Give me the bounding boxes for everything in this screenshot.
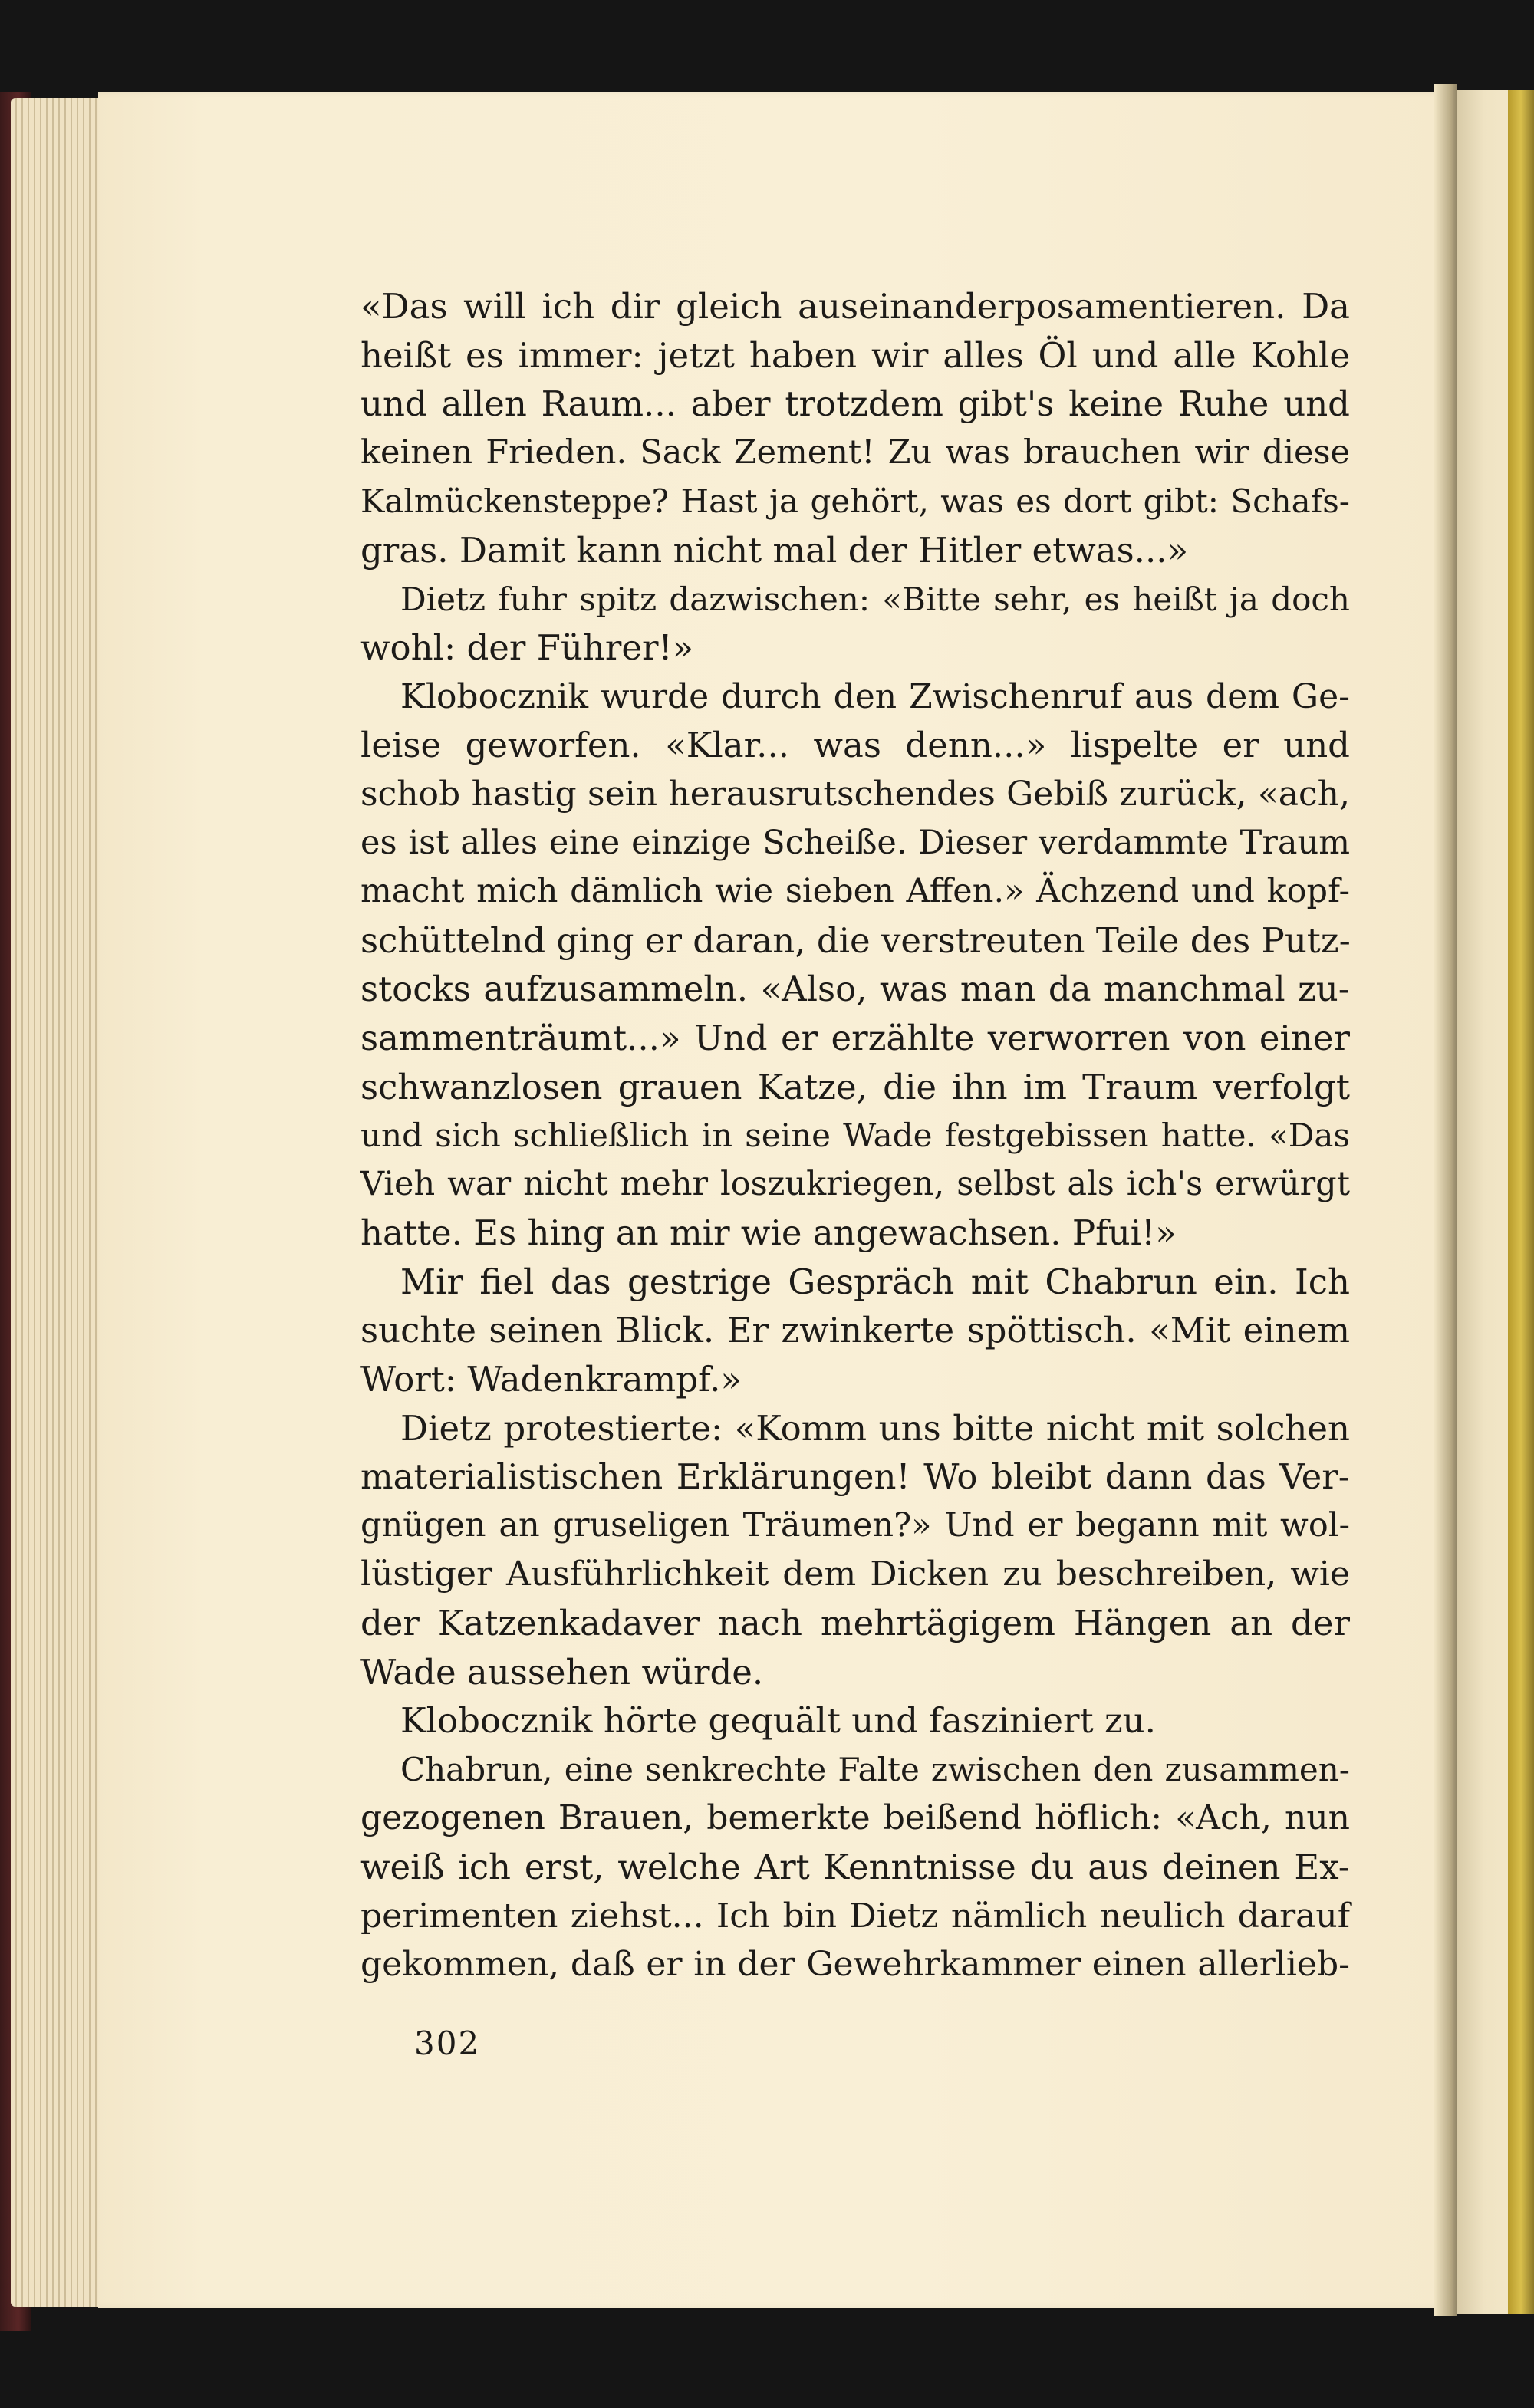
text-line: Wade aussehen würde.: [360, 1651, 764, 1693]
text-line: Vieh war nicht mehr loszukriegen, selbst als ich's erwürgt: [360, 1164, 1350, 1203]
text-line: gekommen, daß er in der Gewehrkammer einen allerlieb-: [360, 1945, 1350, 1985]
text-line: Chabrun, eine senkrechte Falte zwischen den zusammen-: [400, 1750, 1350, 1788]
page-edges: [11, 98, 110, 2307]
text-line: «Das will ich dir gleich auseinanderposamentieren. Da: [360, 286, 1350, 327]
text-line: Klobocznik wurde durch den Zwischenruf aus dem Ge-: [400, 676, 1350, 716]
text-line: es ist alles eine einzige Scheiße. Dieser verdammte Traum: [360, 823, 1350, 862]
text-line: gnügen an gruseligen Träumen?» Und er begann mit wol-: [360, 1505, 1350, 1544]
text-line: wohl: der Führer!»: [360, 627, 694, 669]
body-text: [360, 282, 1350, 1989]
text-line: sammenträumt...» Und er erzählte verworren von einer: [360, 1017, 1350, 1058]
page-number: 302: [414, 2025, 481, 2062]
text-line: weiß ich erst, welche Art Kenntnisse du aus deinen Ex-: [360, 1847, 1350, 1887]
text-line: schüttelnd ging er daran, die verstreuten Teile des Putz-: [360, 919, 1351, 961]
facing-page: [1457, 90, 1511, 2314]
text-line: Mir fiel das gestrige Gespräch mit Chabrun ein. Ich: [400, 1261, 1350, 1302]
text-line: heißt es immer: jetzt haben wir alles Öl und alle Kohle: [360, 334, 1350, 376]
text-line: perimenten ziehst... Ich bin Dietz nämlich neulich darauf: [360, 1896, 1350, 1936]
text-line: Wort: Wadenkrampf.»: [360, 1359, 742, 1400]
text-line: schwanzlosen grauen Katze, die ihn im Traum verfolgt: [360, 1066, 1350, 1107]
text-line: hatte. Es hing an mir wie angewachsen. Pfui!»: [360, 1212, 1177, 1254]
page-gutter: [1434, 84, 1457, 2316]
text-line: keinen Frieden. Sack Zement! Zu was brauchen wir diese: [360, 433, 1350, 472]
text-line: gras. Damit kann nicht mal der Hitler etwas...»: [360, 529, 1189, 571]
text-line: lüstiger Ausführlichkeit dem Dicken zu beschreiben, wie: [360, 1554, 1350, 1594]
text-line: Klobocznik hörte gequält und fasziniert zu.: [400, 1700, 1156, 1742]
text-line: stocks aufzusammeln. «Also, was man da manchmal zu-: [360, 969, 1350, 1010]
text-line: materialistischen Erklärungen! Wo bleibt dann das Ver-: [360, 1456, 1350, 1498]
text-line: und allen Raum... aber trotzdem gibt's keine Ruhe und: [360, 383, 1350, 425]
text-line: suchte seinen Blick. Er zwinkerte spöttisch. «Mit einem: [360, 1310, 1350, 1351]
text-line: Kalmückensteppe? Hast ja gehört, was es dort gibt: Schafs-: [360, 482, 1350, 521]
text-line: macht mich dämlich wie sieben Affen.» Ächzend und kopf-: [360, 872, 1350, 911]
gilt-page-edge: [1508, 90, 1534, 2314]
text-line: leise geworfen. «Klar... was denn...» lispelte er und: [360, 725, 1350, 766]
text-line: gezogenen Brauen, bemerkte beißend höflich: «Ach, nun: [360, 1798, 1350, 1838]
text-line: der Katzenkadaver nach mehrtägigem Hängen an der: [360, 1603, 1350, 1644]
text-line: schob hastig sein herausrutschendes Gebiß zurück, «ach,: [360, 774, 1350, 814]
text-line: Dietz fuhr spitz dazwischen: «Bitte sehr, es heißt ja doch: [400, 580, 1350, 618]
text-line: und sich schließlich in seine Wade festgebissen hatte. «Das: [360, 1117, 1350, 1155]
text-line: Dietz protestierte: «Komm uns bitte nicht mit solchen: [400, 1407, 1350, 1449]
